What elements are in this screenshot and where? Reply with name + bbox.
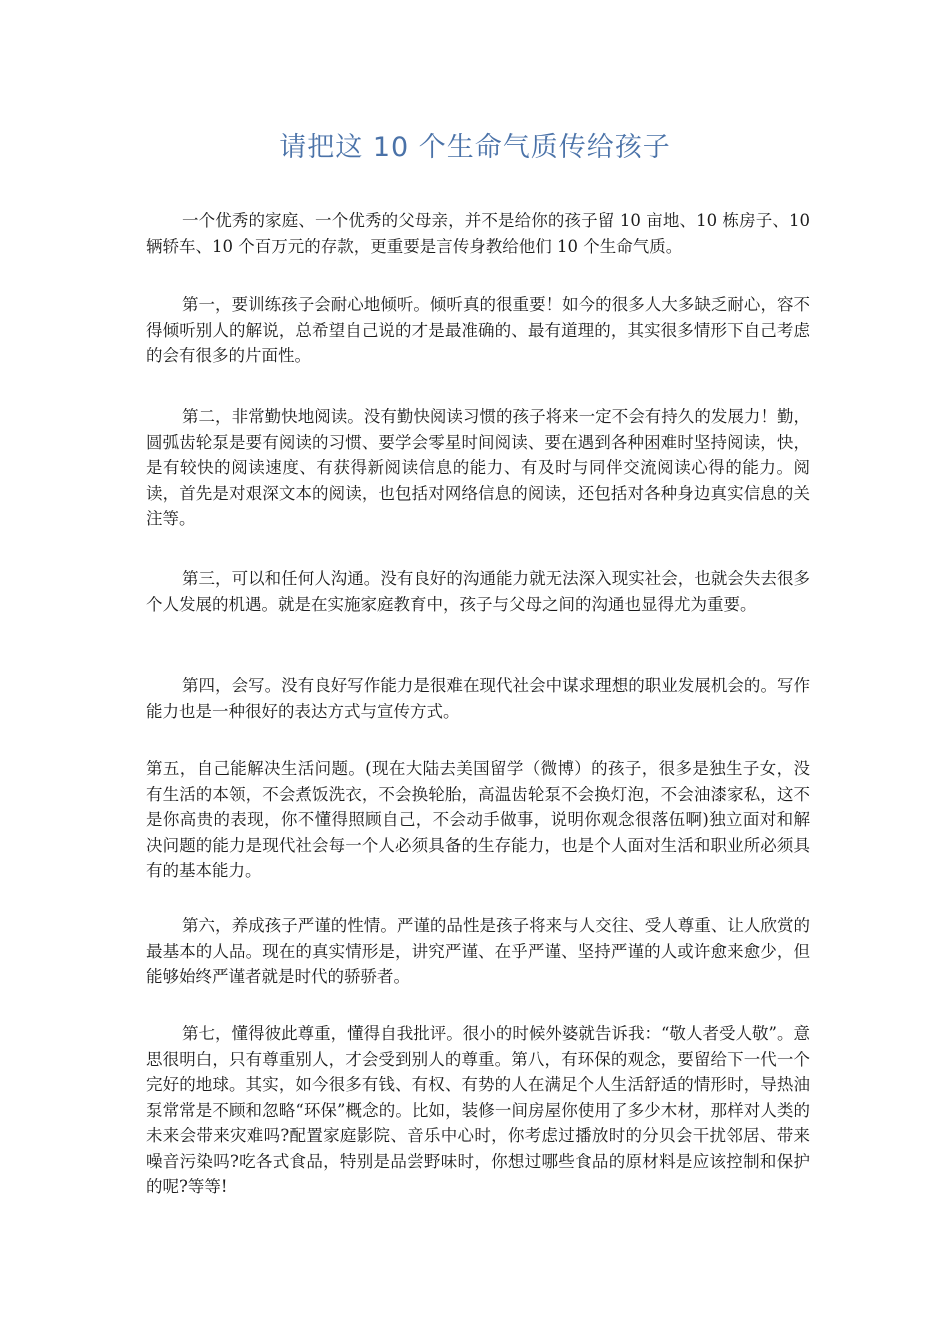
paragraph-sixth: 第六，养成孩子严谨的性情。严谨的品性是孩子将来与人交往、受人尊重、让人欣赏的最基本的人品。现在的真实情形是，讲究严谨、在乎严谨、坚持严谨的人或许愈来愈少，但能够始终严谨者就是时代的骄骄者。 xyxy=(146,916,810,986)
paragraph-intro: 一个优秀的家庭、一个优秀的父母亲，并不是给你的孩子留 10 亩地、10 栋房子、10 辆轿车、10 个百万元的存款，更重要是言传身教给他们 10 个生命气质。 xyxy=(146,211,810,256)
paragraph-seventh-eighth: 第七，懂得彼此尊重，懂得自我批评。很小的时候外婆就告诉我：“敬人者受人敬”。意思很明白，只有尊重别人，才会受到别人的尊重。第八，有环保的观念，要留给下一代一个完好的地球。其实，如今很多有钱、有权、有势的人在满足个人生活舒适的情形时，导热油泵常常是不顾和忽略“环保”概念的。比如，装修一间房屋你使用了多少木材，那样对人类的未来会带来灾难吗?配置家庭影院、音乐中心时，你考虑过播放时的分贝会干扰邻居、带来噪音污染吗?吃各式食品，特别是品尝野味时，你想过哪些食品的原材料是应该控制和保护的呢?等等! xyxy=(146,1024,810,1196)
paragraph-fifth: 第五，自己能解决生活问题。(现在大陆去美国留学（微博）的孩子，很多是独生子女，没有生活的本领，不会煮饭洗衣，不会换轮胎，高温齿轮泵不会换灯泡，不会油漆家私，这不是你高贵的表现，你不懂得照顾自己，不会动手做事，说明你观念很落伍啊)独立面对和解决问题的能力是现代社会每一个人必须具备的生存能力，也是个人面对生活和职业所必须具有的基本能力。 xyxy=(146,759,810,880)
paragraph-first: 第一，要训练孩子会耐心地倾听。倾听真的很重要！如今的很多人大多缺乏耐心，容不得倾听别人的解说，总希望自己说的才是最准确的、最有道理的，其实很多情形下自己考虑的会有很多的片面性。 xyxy=(146,295,810,365)
document-title: 请把这 10 个生命气质传给孩子 xyxy=(279,132,671,163)
paragraph-fourth: 第四，会写。没有良好写作能力是很难在现代社会中谋求理想的职业发展机会的。写作能力也是一种很好的表达方式与宣传方式。 xyxy=(146,676,810,721)
paragraph-second: 第二，非常勤快地阅读。没有勤快阅读习惯的孩子将来一定不会有持久的发展力！勤，圆弧齿轮泵是要有阅读的习惯、要学会零星时间阅读、要在遇到各种困难时坚持阅读，快，是有较快的阅读速度、有获得新阅读信息的能力、有及时与同伴交流阅读心得的能力。阅读，首先是对艰深文本的阅读，也包括对网络信息的阅读，还包括对各种身边真实信息的关注等。 xyxy=(146,407,810,528)
paragraph-third: 第三，可以和任何人沟通。没有良好的沟通能力就无法深入现实社会，也就会失去很多个人发展的机遇。就是在实施家庭教育中，孩子与父母之间的沟通也显得尤为重要。 xyxy=(146,569,810,614)
